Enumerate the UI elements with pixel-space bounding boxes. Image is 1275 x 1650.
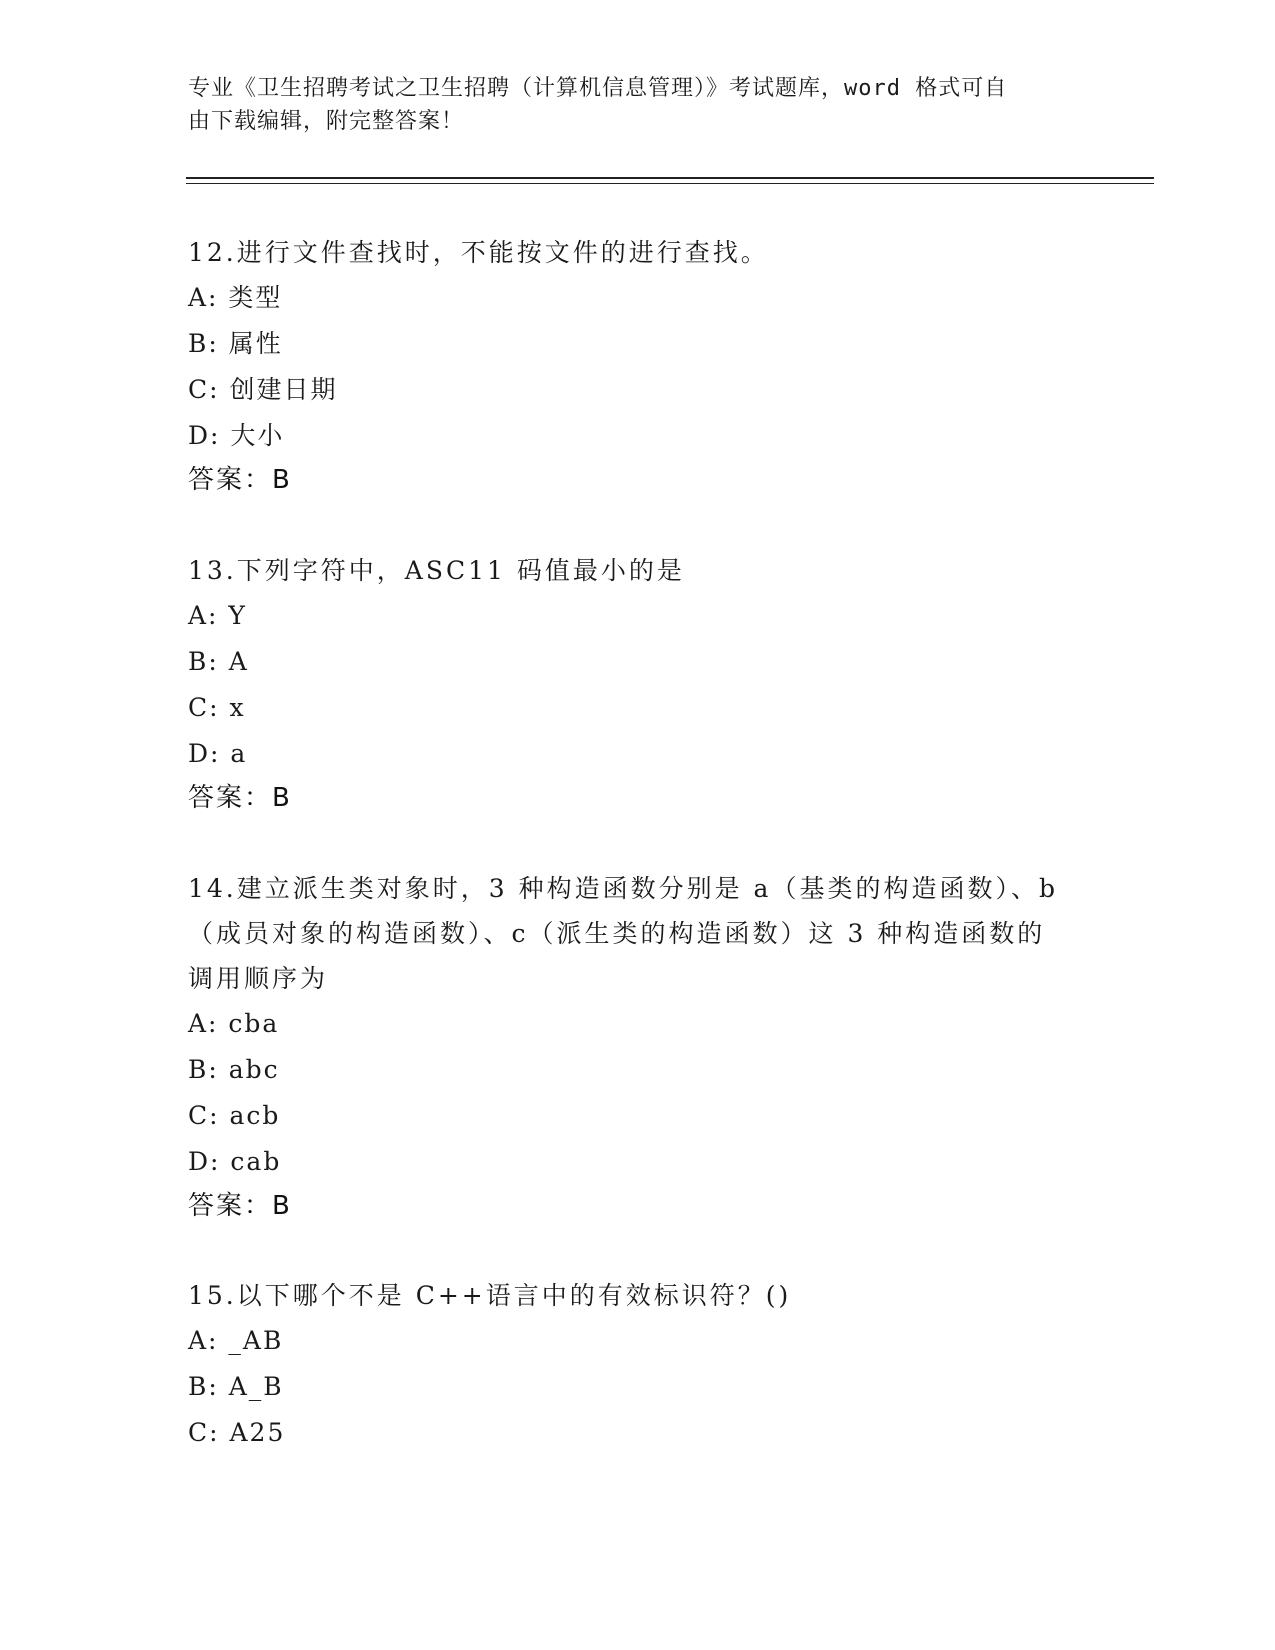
question-stem-line-2: （成员对象的构造函数）、c（派生类的构造函数）这 3 种构造函数的 [188,919,1046,948]
question-15 [188,1273,1088,1456]
option-a: A: 类型 [188,283,283,312]
header-line-2: 由下载编辑，附完整答案！ [188,109,465,134]
question-stem-line-3: 调用顺序为 [188,964,329,993]
option-c: C: A25 [188,1418,286,1447]
answer-line: 答案：B [188,465,292,495]
question-stem-line-1: 14.建立派生类对象时，3 种构造函数分别是 a（基类的构造函数）、b [188,874,1058,903]
header-divider-thin [186,183,1154,184]
option-c: C: x [188,693,246,722]
question-14 [188,866,1088,1227]
question-stem: 15.以下哪个不是 C++语言中的有效标识符？() [188,1281,792,1310]
option-d: D: 大小 [188,421,285,450]
question-12 [188,230,1088,501]
option-d: D: cab [188,1147,282,1176]
option-d: D: a [188,739,248,768]
question-13 [188,548,1088,819]
option-a: A: cba [188,1009,280,1038]
option-c: C: acb [188,1101,281,1130]
answer-line: 答案：B [188,783,292,813]
document-header [188,72,1068,138]
question-stem: 13.下列字符中，ASC11 码值最小的是 [188,556,685,585]
question-stem: 12.进行文件查找时，不能按文件的进行查找。 [188,238,769,267]
option-b: B: 属性 [188,329,283,358]
option-a: A: Y [188,601,247,630]
option-b: B: A_B [188,1372,284,1401]
answer-line: 答案：B [188,1191,292,1221]
header-divider-thick [186,177,1154,179]
header-line-1: 专业《卫生招聘考试之卫生招聘（计算机信息管理）》考试题库，word 格式可自 [188,76,1008,101]
option-b: B: A [188,647,249,676]
option-b: B: abc [188,1055,280,1084]
option-a: A: _AB [188,1326,284,1355]
option-c: C: 创建日期 [188,375,338,404]
